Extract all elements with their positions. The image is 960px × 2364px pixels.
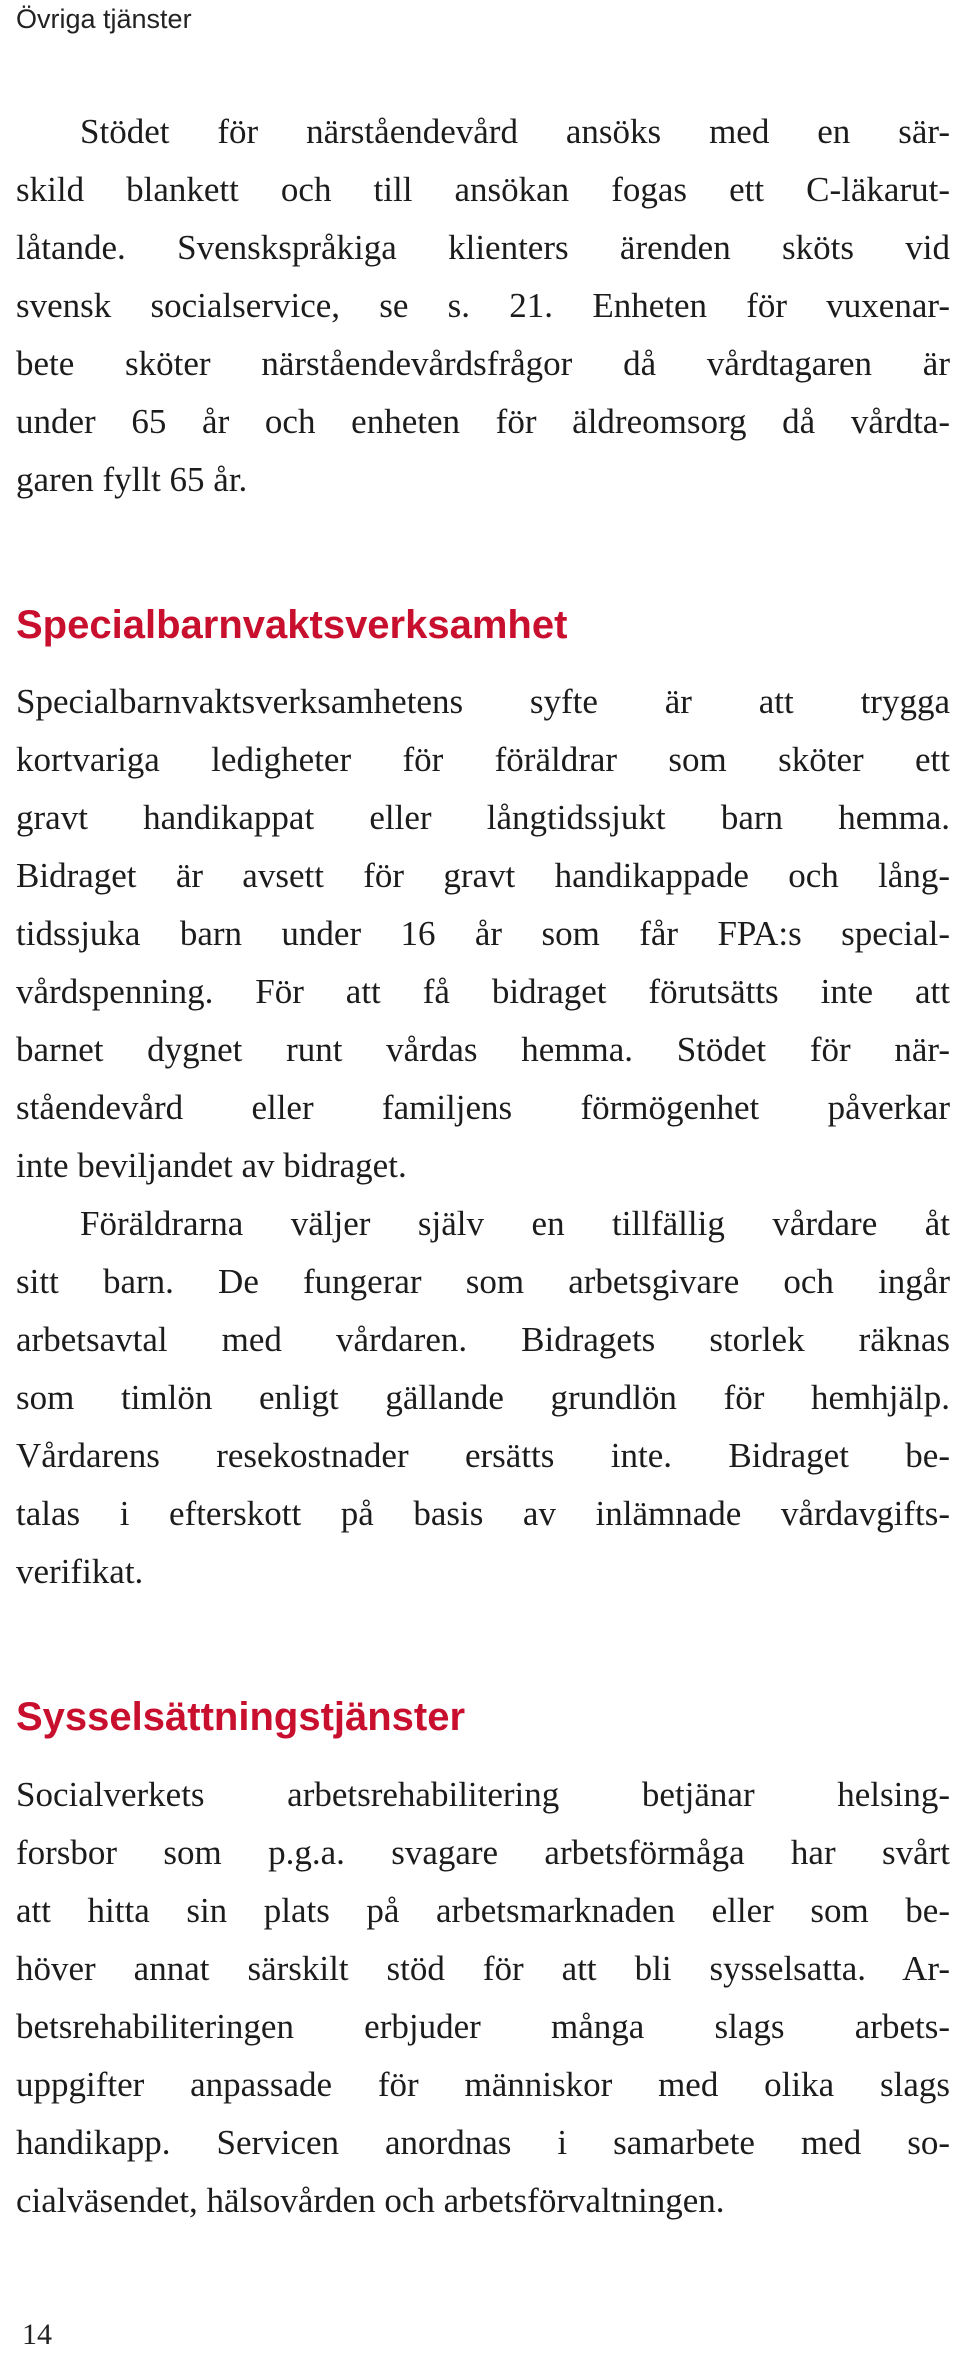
text-line: att hitta sin plats på arbetsmarknaden eller som be- [16, 1891, 950, 1930]
text-line: höver annat särskilt stöd för att bli sysselsatta. Ar- [16, 1949, 950, 1988]
text-line: verifikat. [16, 1552, 144, 1591]
text-line: svensk socialservice, se s. 21. Enheten för vuxenar- [16, 286, 950, 325]
text-line: tidssjuka barn under 16 år som får FPA:s special- [16, 914, 950, 953]
text-line: ståendevård eller familjens förmögenhet påverkar [16, 1088, 950, 1127]
section-heading-specialbarnvakt: Specialbarnvaktsverksamhet [16, 603, 568, 647]
text-line: låtande. Svenskspråkiga klienters ärenden sköts vid [16, 228, 950, 267]
section1-paragraph-2 [16, 1195, 950, 1601]
text-line: som timlön enligt gällande grundlön för hemhjälp. [16, 1378, 950, 1417]
text-line: talas i efterskott på basis av inlämnade vårdavgifts- [16, 1494, 950, 1533]
text-line: under 65 år och enheten för äldreomsorg då vårdta- [16, 402, 950, 441]
text-line: cialväsendet, hälsovården och arbetsförvaltningen. [16, 2181, 725, 2220]
text-line: Föräldrarna väljer själv en tillfällig vårdare åt [80, 1204, 950, 1243]
text-line: gravt handikappat eller långtidssjukt barn hemma. [16, 798, 950, 837]
text-line: handikapp. Servicen anordnas i samarbete med so- [16, 2123, 950, 2162]
text-line: forsbor som p.g.a. svagare arbetsförmåga har svårt [16, 1833, 950, 1872]
section1-paragraph-1 [16, 673, 950, 1195]
text-line: garen fyllt 65 år. [16, 460, 248, 499]
text-line: kortvariga ledigheter för föräldrar som sköter ett [16, 740, 950, 779]
text-line: Vårdarens resekostnader ersätts inte. Bidraget be- [16, 1436, 950, 1475]
text-line: Stödet för närståendevård ansöks med en sär- [80, 112, 950, 151]
text-line: Socialverkets arbetsrehabilitering betjänar helsing- [16, 1775, 950, 1814]
section2-paragraph-1 [16, 1766, 950, 2230]
page-number: 14 [22, 2318, 52, 2351]
text-line: sitt barn. De fungerar som arbetsgivare och ingår [16, 1262, 950, 1301]
text-line: arbetsavtal med vårdaren. Bidragets storlek räknas [16, 1320, 950, 1359]
text-line: uppgifter anpassade för människor med olika slags [16, 2065, 950, 2104]
section-heading-sysselsattning: Sysselsättningstjänster [16, 1695, 466, 1739]
text-line: barnet dygnet runt vårdas hemma. Stödet för när- [16, 1030, 950, 1069]
intro-paragraph [16, 103, 950, 509]
text-line: vårdspenning. För att få bidraget förutsätts inte att [16, 972, 950, 1011]
text-line: inte beviljandet av bidraget. [16, 1146, 407, 1185]
text-line: bete sköter närståendevårdsfrågor då vårdtagaren är [16, 344, 950, 383]
text-line: Specialbarnvaktsverksamhetens syfte är att trygga [16, 682, 950, 721]
running-head: Övriga tjänster [16, 4, 192, 34]
text-line: Bidraget är avsett för gravt handikappade och lång- [16, 856, 950, 895]
text-line: betsrehabiliteringen erbjuder många slags arbets- [16, 2007, 950, 2046]
text-line: skild blankett och till ansökan fogas ett C-läkarut- [16, 170, 950, 209]
